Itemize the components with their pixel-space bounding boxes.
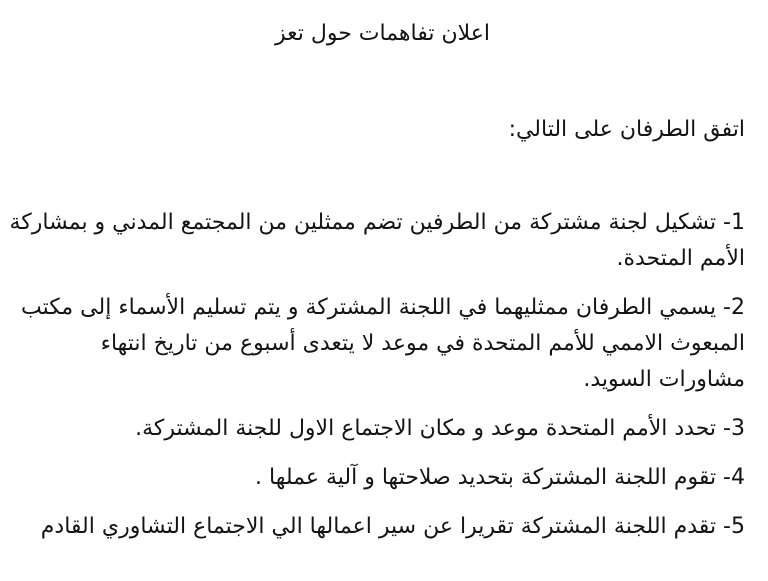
clause-4: [20, 460, 745, 496]
clause-2-line-3: مشاورات السويد.: [583, 367, 745, 392]
clause-1: [9, 205, 745, 277]
clause-2-line-2: المبعوث الاممي للأمم المتحدة في موعد لا يتعدى أسبوع من تاريخ انتهاء: [100, 331, 745, 356]
document-title: اعلان تفاهمات حول تعز: [274, 21, 490, 46]
clause-5: [20, 509, 745, 545]
clause-2: [20, 290, 745, 398]
clause-3: [20, 411, 745, 447]
document-intro: اتفق الطرفان على التالي:: [508, 117, 745, 142]
clause-4-line-1: 4- تقوم اللجنة المشتركة بتحديد صلاحتها و آلية عملها .: [255, 465, 745, 490]
clause-2-line-1: 2- يسمي الطرفان ممثليهما في اللجنة المشتركة و يتم تسليم الأسماء إلى مكتب: [21, 295, 745, 320]
clause-3-line-1: 3- تحدد الأمم المتحدة موعد و مكان الاجتماع الاول للجنة المشتركة.: [135, 416, 745, 441]
clause-5-line-1: 5- تقدم اللجنة المشتركة تقريرا عن سير اعمالها الي الاجتماع التشاوري القادم: [40, 514, 745, 539]
clause-1-line-1: 1- تشكيل لجنة مشتركة من الطرفين تضم ممثلين من المجتمع المدني و بمشاركة: [9, 210, 745, 235]
clause-1-line-2: الأمم المتحدة.: [616, 246, 745, 271]
